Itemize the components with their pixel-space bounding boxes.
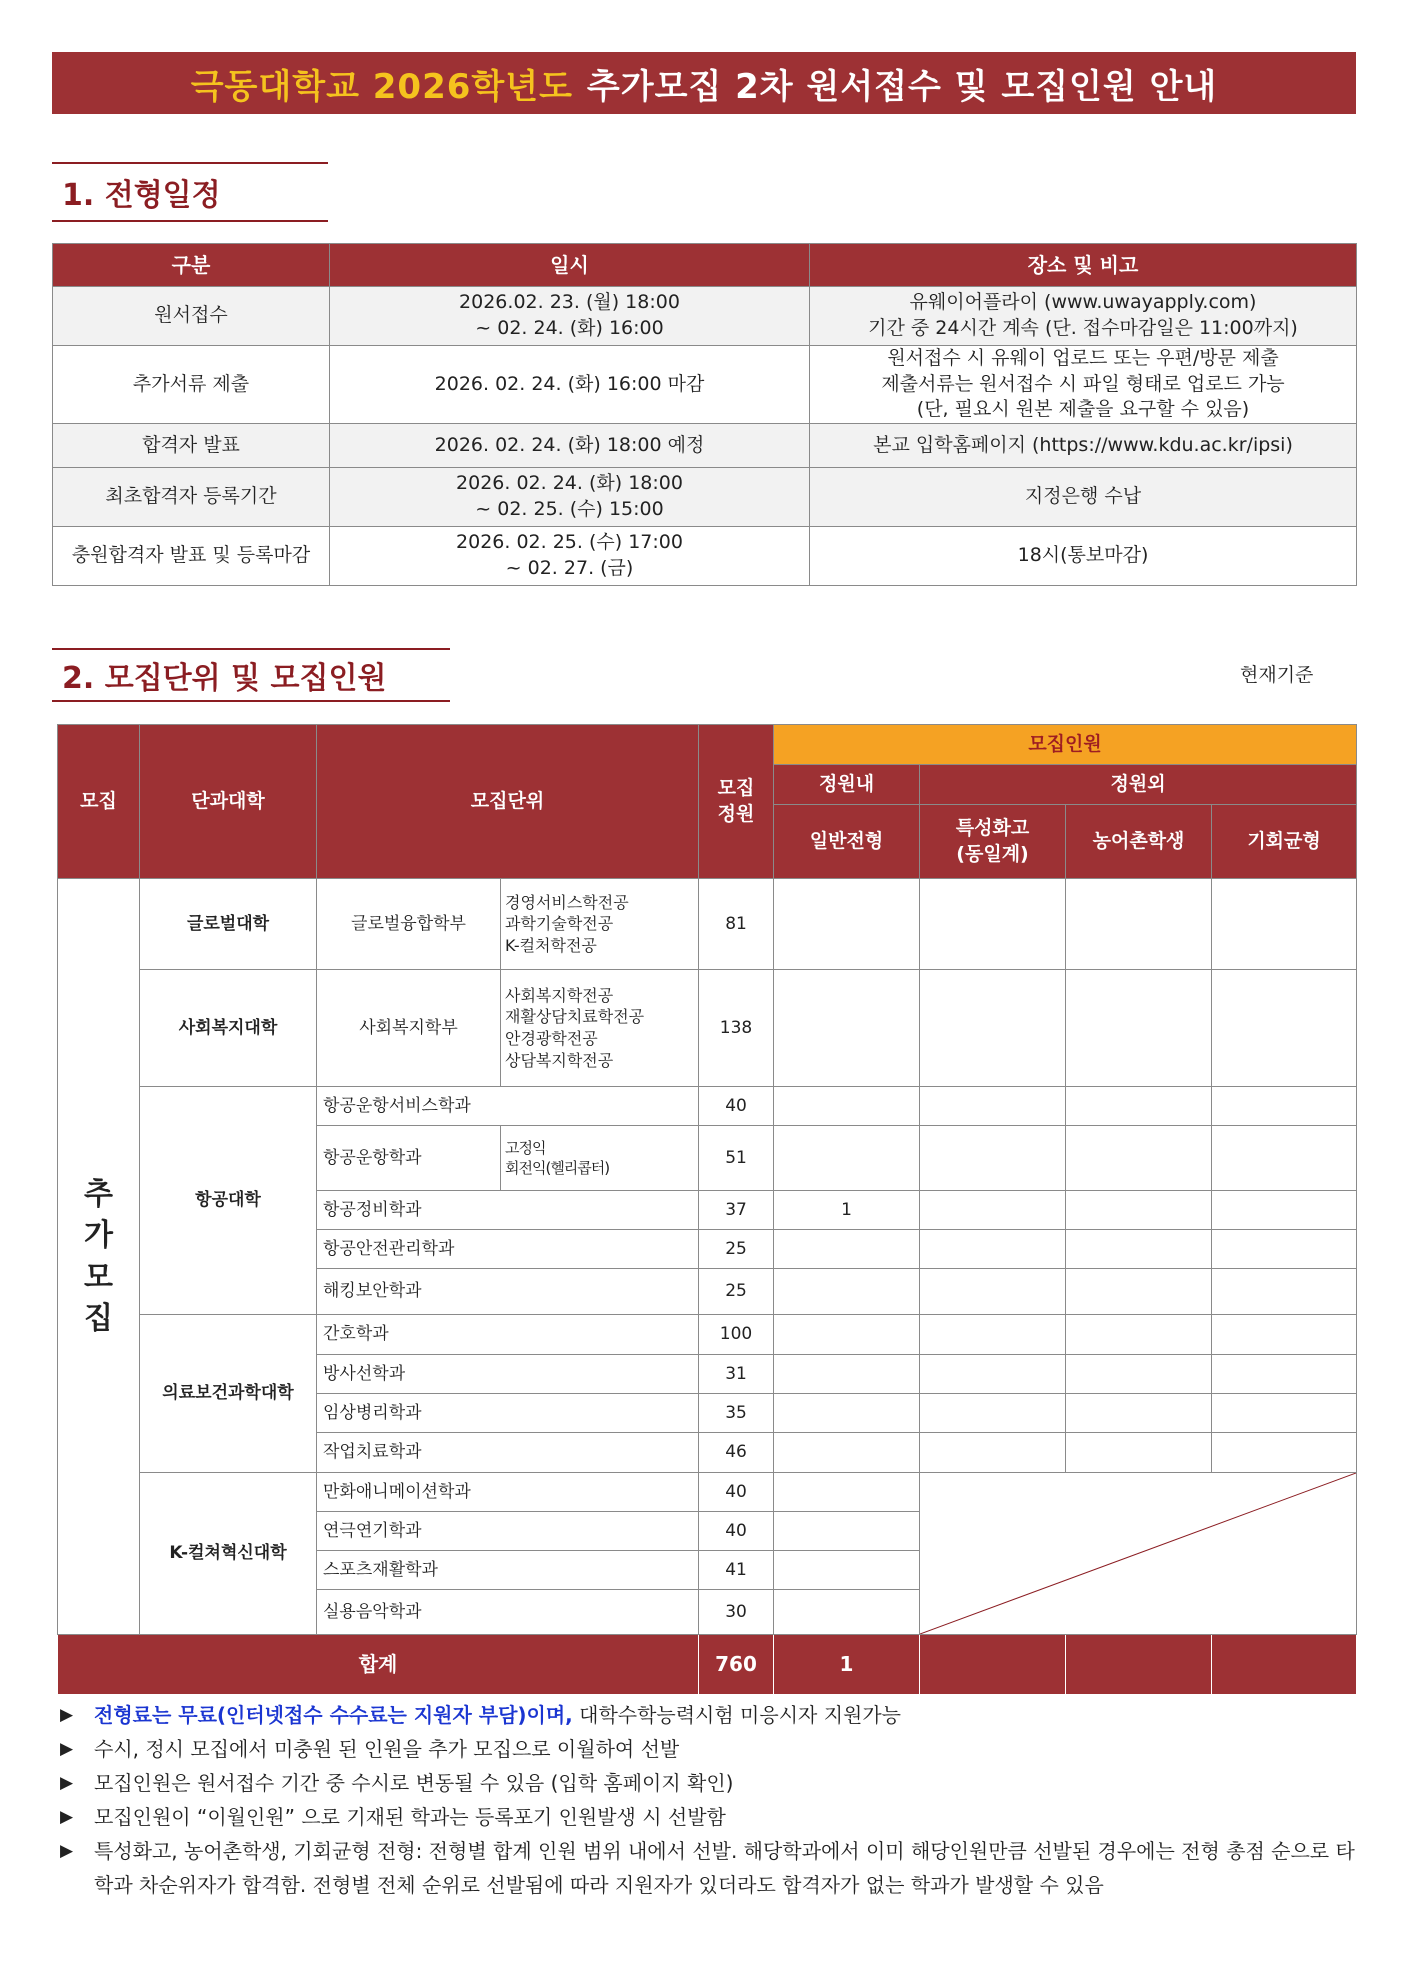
capacity-cell: 35 — [699, 1394, 774, 1433]
schedule-header-row — [53, 244, 1357, 287]
capacity-cell: 25 — [699, 1230, 774, 1269]
banner-highlight: 극동대학교 2026학년도 — [190, 66, 573, 107]
capacity-cell: 41 — [699, 1551, 774, 1590]
schedule-label: 원서접수 — [53, 287, 330, 346]
quota-table — [57, 724, 1357, 1695]
total-capacity: 760 — [699, 1635, 774, 1695]
capacity-cell: 81 — [699, 879, 774, 970]
bullet-icon: ▶ — [60, 1705, 74, 1725]
capacity-cell: 40 — [699, 1087, 774, 1126]
capacity-cell: 40 — [699, 1473, 774, 1512]
unit-cell: 사회복지학부 — [317, 970, 501, 1087]
bullet-icon: ▶ — [60, 1739, 74, 1759]
general-cell — [774, 879, 920, 970]
general-cell: 1 — [774, 1191, 920, 1230]
section-2-title: 2. 모집단위 및 모집인원 — [52, 648, 450, 702]
track-cell: 고정익 회전익(헬리콥터) — [501, 1126, 699, 1191]
capacity-cell: 100 — [699, 1315, 774, 1355]
schedule-label: 합격자 발표 — [53, 423, 330, 467]
unit-cell: 만화애니메이션학과 — [317, 1473, 699, 1512]
general-cell — [774, 970, 920, 1087]
general-cell — [774, 1551, 920, 1590]
note-item — [60, 1834, 1360, 1902]
header-out-quota: 정원외 — [920, 765, 1357, 805]
note-text: 모집인원은 원서접수 기간 중 수시로 변동될 수 있음 (입학 홈페이지 확인) — [94, 1771, 734, 1795]
type-cell: 추 가 모 집 — [58, 879, 140, 1635]
schedule-row — [53, 346, 1357, 424]
section-1-title: 1. 전형일정 — [52, 162, 328, 222]
schedule-date: 2026. 02. 24. (화) 18:00 예정 — [330, 423, 810, 467]
general-cell — [774, 1269, 920, 1315]
schedule-note: 유웨이어플라이 (www.uwayapply.com) 기간 중 24시간 계속 (단. 접수마감일은 11:00까지) — [810, 287, 1357, 346]
header-mojip: 모집 — [58, 725, 140, 879]
schedule-date: 2026. 02. 24. (화) 18:00 ~ 02. 25. (수) 15:00 — [330, 467, 810, 526]
capacity-cell: 138 — [699, 970, 774, 1087]
diagonal-line — [920, 1473, 1356, 1634]
schedule-header: 구분 — [53, 244, 330, 287]
table-row — [58, 1473, 1357, 1512]
schedule-header: 일시 — [330, 244, 810, 287]
table-row — [58, 970, 1357, 1087]
schedule-header: 장소 및 비고 — [810, 244, 1357, 287]
schedule-note: 원서접수 시 유웨이 업로드 또는 우편/방문 제출 제출서류는 원서접수 시 파일 형태로 업로드 가능 (단, 필요시 원본 제출을 요구할 수 있음) — [810, 346, 1357, 424]
schedule-label: 추가서류 제출 — [53, 346, 330, 424]
schedule-row — [53, 526, 1357, 585]
note-item — [60, 1800, 1360, 1834]
schedule-row — [53, 287, 1357, 346]
capacity-cell: 30 — [699, 1590, 774, 1635]
unit-cell: 항공운항서비스학과 — [317, 1087, 699, 1126]
header-college: 단과대학 — [140, 725, 317, 879]
general-cell — [774, 1315, 920, 1355]
schedule-note: 지정은행 수납 — [810, 467, 1357, 526]
unit-cell: 항공안전관리학과 — [317, 1230, 699, 1269]
schedule-table — [52, 243, 1357, 586]
general-cell — [774, 1355, 920, 1394]
note-text: 수시, 정시 모집에서 미충원 된 인원을 추가 모집으로 이월하여 선발 — [94, 1737, 680, 1761]
schedule-label: 최초합격자 등록기간 — [53, 467, 330, 526]
note-text: 특성화고, 농어촌학생, 기회균형 전형: 전형별 합계 인원 범위 내에서 선발. 해당학과에서 이미 해당인원만큼 선발된 경우에는 전형 총점 순으로 타학과 차순위자가 합격함. 전형별 전체 순위로 선발됨에 따라 지원자가 있더라도 합격자가 없는 학과가 발생할 수 있음 — [94, 1839, 1355, 1897]
not-applicable-cell — [920, 1473, 1357, 1635]
track-cell: 사회복지학전공 재활상담치료학전공 안경광학전공 상담복지학전공 — [501, 970, 699, 1087]
general-cell — [774, 1087, 920, 1126]
capacity-cell: 51 — [699, 1126, 774, 1191]
header-equal: 기회균형 — [1212, 805, 1357, 879]
general-cell — [774, 1473, 920, 1512]
header-general: 일반전형 — [774, 805, 920, 879]
note-text: 대학수학능력시험 미응시자 지원가능 — [579, 1703, 901, 1727]
schedule-date: 2026. 02. 24. (화) 16:00 마감 — [330, 346, 810, 424]
note-text: 모집인원이 “이월인원” 으로 기재된 학과는 등록포기 인원발생 시 선발함 — [94, 1805, 726, 1829]
capacity-cell: 46 — [699, 1433, 774, 1473]
header-recruit-group: 모집인원 — [774, 725, 1357, 765]
header-in-quota: 정원내 — [774, 765, 920, 805]
unit-cell: 항공정비학과 — [317, 1191, 699, 1230]
schedule-label: 충원합격자 발표 및 등록마감 — [53, 526, 330, 585]
capacity-cell: 31 — [699, 1355, 774, 1394]
capacity-cell: 25 — [699, 1269, 774, 1315]
schedule-row — [53, 467, 1357, 526]
note-item — [60, 1698, 1360, 1732]
general-cell — [774, 1394, 920, 1433]
schedule-date: 2026.02. 23. (월) 18:00 ~ 02. 24. (화) 16:00 — [330, 287, 810, 346]
schedule-note: 18시(통보마감) — [810, 526, 1357, 585]
bullet-icon: ▶ — [60, 1841, 74, 1861]
college-cell: K-컬쳐혁신대학 — [140, 1473, 317, 1635]
bullet-icon: ▶ — [60, 1773, 74, 1793]
schedule-row — [53, 423, 1357, 467]
college-cell: 항공대학 — [140, 1087, 317, 1315]
unit-cell: 실용음악학과 — [317, 1590, 699, 1635]
unit-cell: 글로벌융합학부 — [317, 879, 501, 970]
unit-cell: 간호학과 — [317, 1315, 699, 1355]
table-row — [58, 879, 1357, 970]
unit-cell: 해킹보안학과 — [317, 1269, 699, 1315]
college-cell: 글로벌대학 — [140, 879, 317, 970]
total-general: 1 — [774, 1635, 920, 1695]
unit-cell: 방사선학과 — [317, 1355, 699, 1394]
unit-cell: 스포츠재활학과 — [317, 1551, 699, 1590]
college-cell: 의료보건과학대학 — [140, 1315, 317, 1473]
general-cell — [774, 1590, 920, 1635]
general-cell — [774, 1230, 920, 1269]
total-label: 합계 — [58, 1635, 699, 1695]
header-unit: 모집단위 — [317, 725, 699, 879]
unit-cell: 임상병리학과 — [317, 1394, 699, 1433]
notes-list — [60, 1698, 1360, 1902]
general-cell — [774, 1512, 920, 1551]
general-cell — [774, 1433, 920, 1473]
header-special: 특성화고 (동일계) — [920, 805, 1066, 879]
note-highlight: 전형료는 무료(인터넷접수 수수료는 지원자 부담)이며, — [94, 1703, 573, 1727]
table-row — [58, 1087, 1357, 1126]
note-item — [60, 1732, 1360, 1766]
unit-cell: 항공운항학과 — [317, 1126, 501, 1191]
capacity-cell: 40 — [699, 1512, 774, 1551]
track-cell: 경영서비스학전공 과학기술학전공 K-컬처학전공 — [501, 879, 699, 970]
unit-cell: 작업치료학과 — [317, 1433, 699, 1473]
header-farm: 농어촌학생 — [1066, 805, 1212, 879]
table-row — [58, 1315, 1357, 1355]
header-capacity: 모집 정원 — [699, 725, 774, 879]
as-of-label: 현재기준 — [1240, 664, 1314, 686]
banner-title: 추가모집 2차 원서접수 및 모집인원 안내 — [586, 66, 1218, 107]
schedule-date: 2026. 02. 25. (수) 17:00 ~ 02. 27. (금) — [330, 526, 810, 585]
schedule-note: 본교 입학홈페이지 (https://www.kdu.ac.kr/ipsi) — [810, 423, 1357, 467]
capacity-cell: 37 — [699, 1191, 774, 1230]
total-row — [58, 1635, 1357, 1695]
note-item — [60, 1766, 1360, 1800]
bullet-icon: ▶ — [60, 1807, 74, 1827]
general-cell — [774, 1126, 920, 1191]
page-banner — [52, 52, 1356, 114]
unit-cell: 연극연기학과 — [317, 1512, 699, 1551]
college-cell: 사회복지대학 — [140, 970, 317, 1087]
